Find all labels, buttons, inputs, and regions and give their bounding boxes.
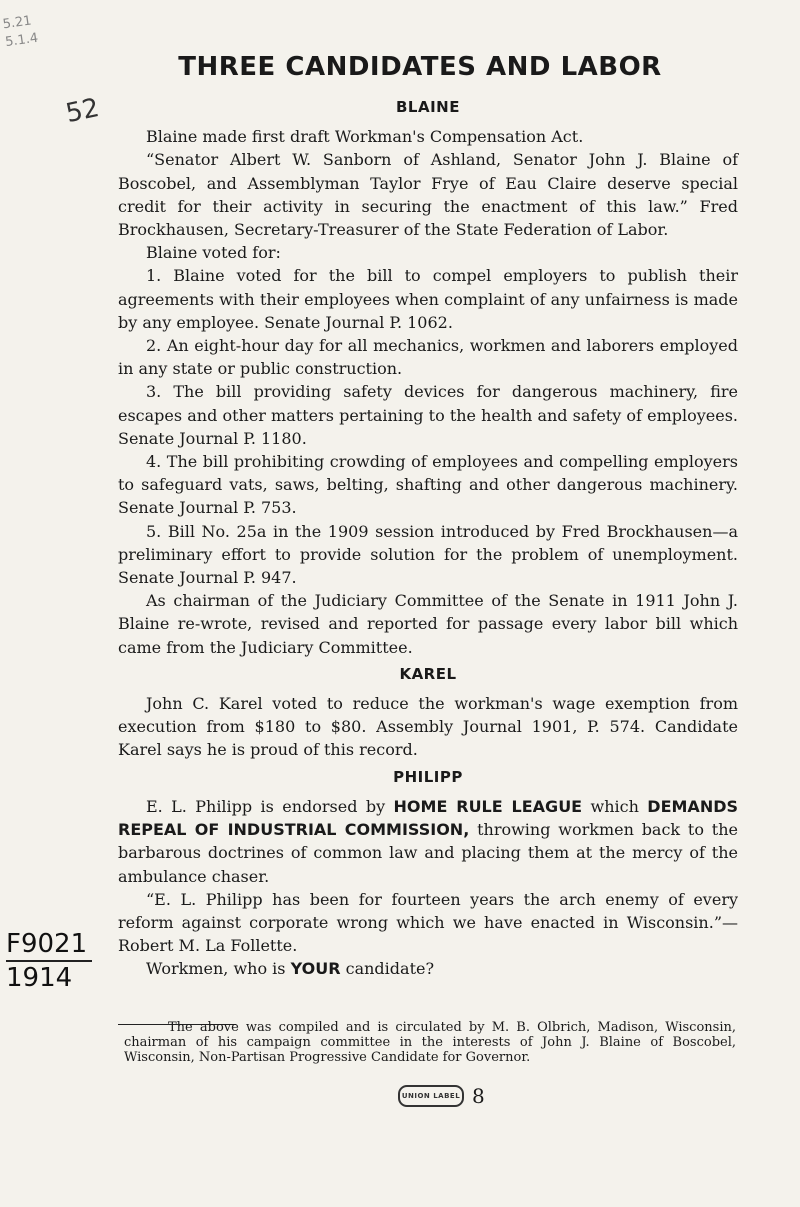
page-title: THREE CANDIDATES AND LABOR <box>178 52 662 82</box>
blaine-intro: Blaine made first draft Workman's Compensation Act. <box>146 127 584 147</box>
question-emphasis: YOUR <box>290 959 341 979</box>
corner-mark-line2: 5.1.4 <box>4 30 40 51</box>
section-heading-karel: KAREL <box>399 664 457 683</box>
la-follette-quote: “E. L. Philipp has been for fourteen years the arch enemy of every reform against corporate wrong which we have enacted in Wisconsin.”—Robert M. La Follette. <box>118 889 738 956</box>
stamp-line2: 1914 <box>6 963 73 993</box>
handwritten-number: 52 <box>63 92 102 130</box>
blaine-item: 4. The bill prohibiting crowding of employees and compelling employers to safeguard vats, saws, belting, shafting and other dangerous machinery. Senate Journal P. 753. <box>118 452 738 518</box>
corner-pencil-mark <box>2 12 40 52</box>
stamp-line1: F9021 <box>6 928 92 962</box>
philipp-text-before: E. L. Philipp is endorsed by <box>146 796 386 816</box>
blaine-quote: “Senator Albert W. Sanborn of Ashland, Senator John J. Blaine of Boscobel, and Assemblyman Taylor Frye of Eau Claire deserve special credit for their activity in securing the enactment of this law.” Fred Brockhausen, Secretary-Treasurer of the State Federation of Labor. <box>118 150 738 240</box>
archive-stamp <box>6 928 106 994</box>
section-heading-blaine: BLAINE <box>396 98 460 116</box>
question-before: Workmen, who is <box>146 959 286 979</box>
question-after: candidate? <box>345 959 435 979</box>
home-rule-league: HOME RULE LEAGUE <box>393 796 583 816</box>
blaine-item: 5. Bill No. 25a in the 1909 session introduced by Fred Brockhausen—a preliminary effort to provide solution for the problem of unemployment. Senate Journal P. 947. <box>118 521 738 588</box>
blaine-item: 1. Blaine voted for the bill to compel employers to publish their agreements with their employees when complaint of any unfairness is made by any employee. Senate Journal P. 1062. <box>118 266 738 332</box>
footnote-text: The above was compiled and is circulated by M. B. Olbrich, Madison, Wisconsin, chairman of his campaign committee in the interests of John J. Blaine of Boscobel, Wisconsin, Non-Partisan Progressive Candidate for Governor. <box>124 1020 736 1065</box>
philipp-text-after: throwing workmen back to the barbarous doctrines of common law and placing them at the mercy of the ambulance chaser. <box>118 820 738 886</box>
philipp-text-middle: which <box>590 796 639 816</box>
philipp-text <box>118 795 738 888</box>
section-heading-philipp: PHILIPP <box>393 767 463 786</box>
blaine-closing: As chairman of the Judiciary Committee of the Senate in 1911 John J. Blaine re-wrote, revised and reported for passage every labor bill which came from the Judiciary Committee. <box>118 591 738 657</box>
corner-mark-line1: 5.21 <box>1 13 33 33</box>
page-number: 8 <box>472 1084 485 1108</box>
blaine-item: 2. An eight-hour day for all mechanics, workmen and laborers employed in any state or public construction. <box>118 336 738 379</box>
blaine-item: 3. The bill providing safety devices for dangerous machinery, fire escapes and other matters pertaining to the health and safety of employees. Senate Journal P. 1180. <box>118 382 738 448</box>
page-footer <box>398 1082 485 1110</box>
document-body <box>118 96 738 981</box>
repeal-demand: DEMANDS REPEAL OF INDUSTRIAL COMMISSION, <box>118 796 739 840</box>
closing-question <box>118 957 738 980</box>
footnote <box>124 1020 736 1065</box>
blaine-voted-for: Blaine voted for: <box>146 243 281 263</box>
karel-text: John C. Karel voted to reduce the workman's wage exemption from execution from $180 to $80. Assembly Journal 1901, P. 574. Candidate Karel says he is proud of this record. <box>118 694 738 760</box>
union-label-icon: UNION LABEL <box>398 1085 464 1107</box>
